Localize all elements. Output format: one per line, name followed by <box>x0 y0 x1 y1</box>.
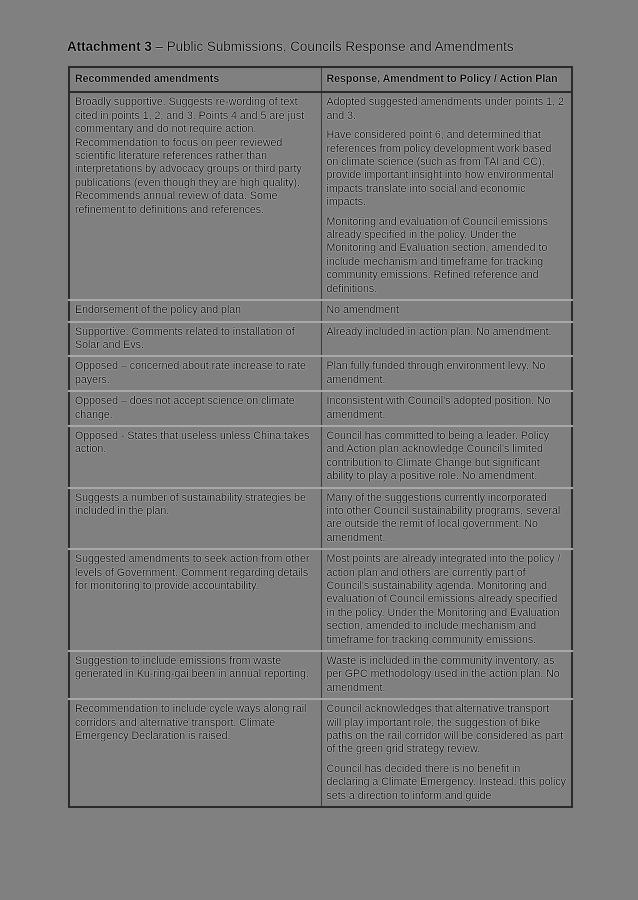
table-row <box>69 300 572 321</box>
response-paragraph: Council has committed to being a leader. Policy and Action plan acknowledge Council's limited contribution to Climate Change but significant ability to play a positive role. No amendment. <box>326 429 550 483</box>
recommendation-cell: Broadly supportive. Suggests re-wording of text cited in points 1, 2, and 3. Points 4 and 5 are just commentary and do not require action. Recommendation to focus on peer reviewed scientific literature references rather than interpretations by advocacy groups or third party publications (even though they are high quality). Recommends annual review of data. Some refinement to definitions and references. <box>69 92 321 300</box>
attachment-label: Attachment 3 <box>67 39 152 54</box>
recommendation-cell: Opposed - States that useless unless China takes action. <box>69 426 321 488</box>
table-row <box>69 92 572 300</box>
header-recommended-amendments: Recommended amendments <box>69 67 321 92</box>
recommendation-cell: Opposed – concerned about rate increase to rate payers. <box>69 356 321 391</box>
response-cell <box>321 356 572 391</box>
response-paragraph: Already included in action plan. No amendment. <box>326 325 552 338</box>
recommendation-cell: Suggested amendments to seek action from other levels of Government. Comment regarding details for monitoring to provide accountability. <box>69 549 321 651</box>
table-row <box>69 699 572 807</box>
title-text: – Public Submissions, Councils Response and Amendments <box>151 39 514 54</box>
response-paragraph: Council acknowledges that alternative transport will play important role, the suggestion of bike paths on the rail corridor will be considered as part of the green grid strategy review. <box>326 703 564 756</box>
response-cell <box>321 651 572 699</box>
submissions-table <box>68 66 573 808</box>
response-paragraph: No amendment <box>326 304 399 317</box>
recommendation-cell: Recommendation to include cycle ways along rail corridors and alternative transport. Climate Emergency Declaration is raised. <box>69 699 321 807</box>
page-title <box>67 39 514 54</box>
response-cell <box>321 549 572 651</box>
response-paragraph: Inconsistent with Council's adopted position. No amendment. <box>326 395 551 421</box>
response-paragraph: Adopted suggested amendments under points 1, 2 and 3. <box>326 96 564 122</box>
table-row <box>69 426 572 488</box>
response-cell <box>321 699 572 807</box>
recommendation-cell: Opposed – does not accept science on climate change. <box>69 391 321 426</box>
table-row <box>69 356 572 391</box>
table-row <box>69 322 572 357</box>
response-paragraph: Council has decided there is no benefit in declaring a Climate Emergency. Instead, this policy sets a direction to inform and guide <box>326 762 566 802</box>
response-paragraph: Plan fully funded through environment levy. No amendment. <box>326 360 546 386</box>
response-paragraph: Waste is included in the community inventory, as per GPC methodology used in the action plan. No amendment. <box>326 655 560 694</box>
response-cell <box>321 426 572 488</box>
response-cell <box>321 488 572 550</box>
recommendation-cell: Suggestion to include emissions from waste generated in Ku-ring-gai been in annual reporting. <box>69 651 321 699</box>
response-cell <box>321 322 572 357</box>
response-cell <box>321 300 572 321</box>
response-paragraph: Have considered point 6, and determined that references from policy development work based on climate science (such as from TAI and CC), provide important insight into how environmental impacts translate into social and economic impacts. <box>326 129 554 209</box>
recommendation-cell: Supportive. Comments related to installation of Solar and Evs. <box>69 322 321 357</box>
response-cell <box>321 92 572 300</box>
recommendation-cell: Suggests a number of sustainability strategies be included in the plan. <box>69 488 321 550</box>
table-header-row <box>69 67 572 92</box>
response-paragraph: Most points are already integrated into the policy / action plan and others are currently part of Council's sustainability agenda. Monitoring and evaluation of Council emissions already specified in the policy. Under the Monitoring and Evaluation section, amended to include mechanism and timeframe for tracking community emissions. <box>326 553 561 646</box>
header-response: Response, Amendment to Policy / Action Plan <box>321 67 572 92</box>
table-row <box>69 651 572 699</box>
response-cell <box>321 391 572 426</box>
table-row <box>69 488 572 550</box>
response-paragraph: Monitoring and evaluation of Council emissions already specified in the policy. Under the Monitoring and Evaluation section, amended to include mechanism and timeframe for tracking community emissions. Refined reference and definitions. <box>326 215 548 295</box>
response-paragraph: Many of the suggestions currently incorporated into other Council sustainability programs, several are outside the remit of local government. No amendment. <box>326 491 561 544</box>
recommendation-cell: Endorsement of the policy and plan <box>69 300 321 321</box>
table-row <box>69 391 572 426</box>
table-row <box>69 549 572 651</box>
